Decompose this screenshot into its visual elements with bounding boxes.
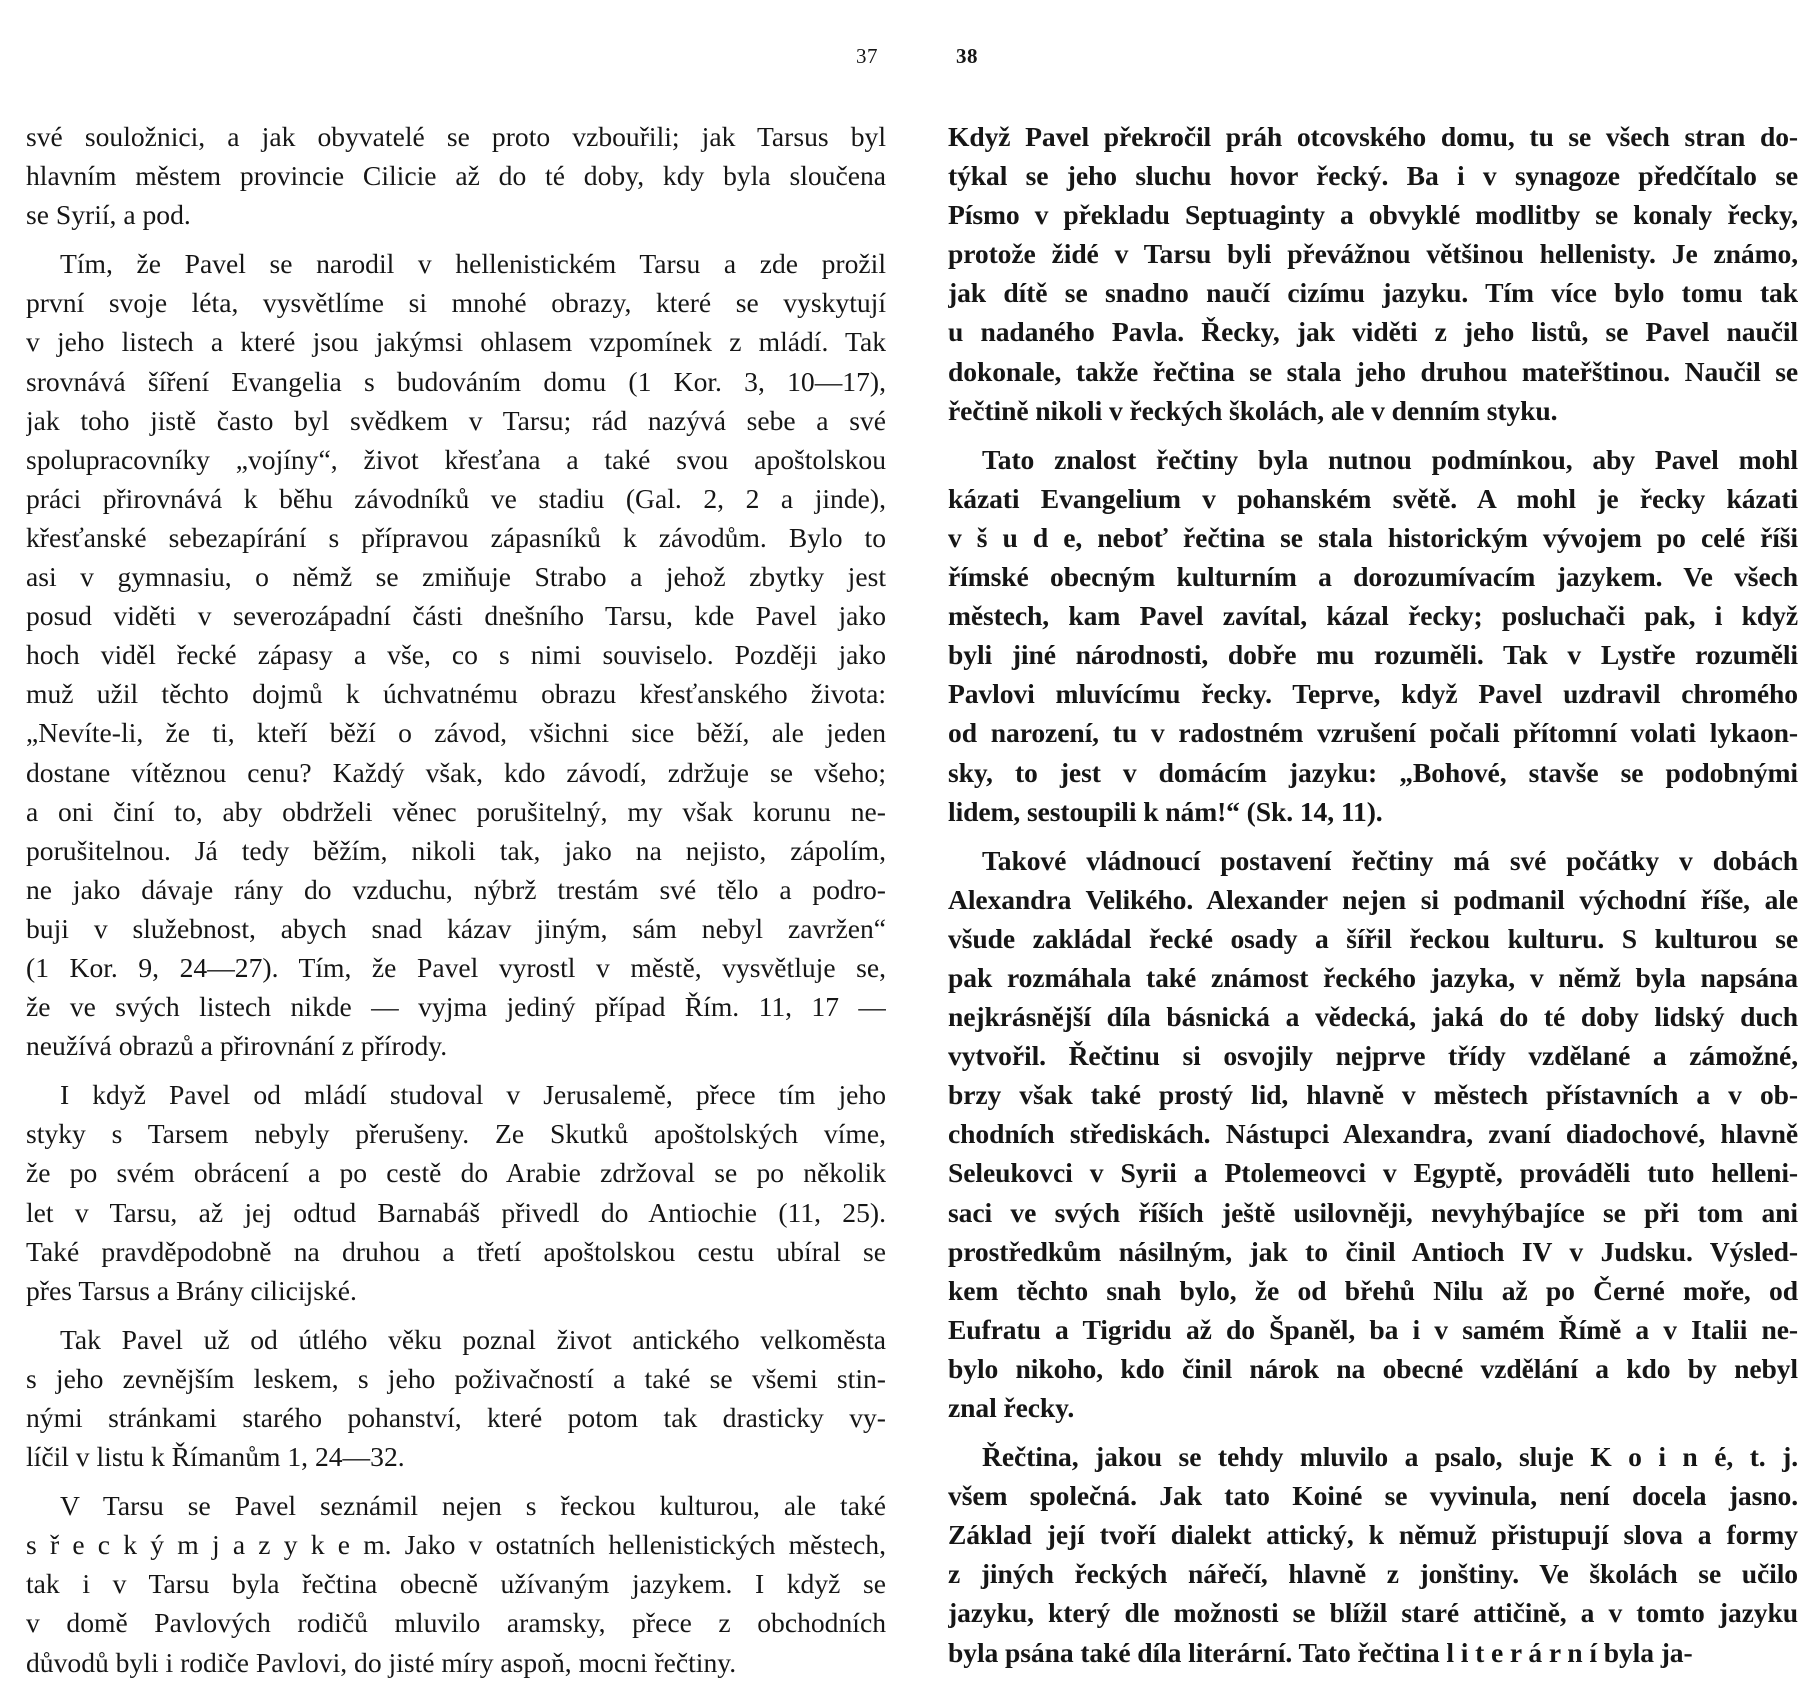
text-line: všem společná. Jak tato Koiné se vyvinula, není docela jasno. <box>948 1480 1798 1512</box>
text-line: muž užil těchto dojmů k úchvatnému obrazu křesťanského života: <box>26 678 886 710</box>
text-line: lidem, sestoupili k nám!“ (Sk. 14, 11). <box>948 795 1383 827</box>
text-line: z jiných řeckých nářečí, hlavně z jonštiny. Ve školách se učilo <box>948 1558 1798 1590</box>
paragraph <box>26 244 886 1065</box>
text-line: že po svém obrácení a po cestě do Arabie zdržoval se po několik <box>26 1157 886 1189</box>
text-line: Tak Pavel už od útlého věku poznal život antického velkoměsta <box>60 1323 886 1355</box>
left-page-number: 37 <box>856 44 878 68</box>
text-line: dostane vítěznou cenu? Každý však, kdo závodí, zdržuje se všeho; <box>26 756 886 788</box>
text-line: jazyku, který dle možnosti se blížil staré attičině, a v tomto jazyku <box>948 1597 1798 1629</box>
paragraph <box>26 1320 886 1476</box>
paragraph-gap <box>948 1427 1798 1437</box>
text-line: protože židé v Tarsu byli převážnou většinou hellenisty. Je známo, <box>948 238 1798 270</box>
text-line: spolupracovníky „vojíny“, život křesťana a také svou apoštolskou <box>26 443 886 475</box>
left-page-text <box>26 117 886 1682</box>
paragraph <box>948 440 1798 831</box>
paragraph <box>948 1437 1798 1672</box>
text-line: od narození, tu v radostném vzrušení počali přítomní volati lykaon- <box>948 717 1798 749</box>
text-line: že ve svých listech nikde — vyjma jediný případ Řím. 11, 17 — <box>26 991 886 1023</box>
text-line: přes Tarsus a Brány cilicijské. <box>26 1274 357 1306</box>
text-line: pak rozmáhala také známost řeckého jazyka, v němž byla napsána <box>948 961 1798 993</box>
text-line: srovnává šíření Evangelia s budováním domu (1 Kor. 3, 10—17), <box>26 365 886 397</box>
paragraph-gap <box>26 234 886 244</box>
text-line: Základ její tvoří dialekt attický, k němuž přistupují slova a formy <box>948 1519 1798 1551</box>
text-line: u nadaného Pavla. Řecky, jak viděti z jeho listů, se Pavel naučil <box>948 316 1798 348</box>
text-line: v domě Pavlových rodičů mluvilo aramsky, přece z obchodních <box>26 1607 886 1639</box>
right-page-number: 38 <box>956 44 978 68</box>
text-line: bylo nikoho, kdo činil nárok na obecné vzdělání a kdo by nebyl <box>948 1352 1798 1384</box>
text-line: v jeho listech a které jsou jakýmsi ohlasem vzpomínek z mládí. Tak <box>26 326 886 358</box>
text-line: s ř e c k ý m j a z y k e m. Jako v ostatních hellenistických městech, <box>26 1529 886 1561</box>
paragraph-gap <box>948 831 1798 841</box>
text-line: se Syrií, a pod. <box>26 199 191 231</box>
text-line: „Nevíte-li, že ti, kteří běží o závod, všichni sice běží, ale jeden <box>26 717 886 749</box>
text-line: nými stránkami starého pohanství, které potom tak drasticky vy- <box>26 1402 886 1433</box>
text-line: posud viděti v severozápadní části dnešního Tarsu, kde Pavel jako <box>26 600 886 632</box>
text-line: dokonale, takže řečtina se stala jeho druhou mateřštinou. Naučil se <box>948 355 1798 387</box>
text-line: Také pravděpodobně na druhou a třetí apoštolskou cestu ubíral se <box>26 1235 886 1267</box>
text-line: a oni činí to, aby obdrželi věnec porušitelný, my však korunu ne- <box>26 795 886 827</box>
paragraph-gap <box>948 430 1798 440</box>
text-line: asi v gymnasiu, o němž se zmiňuje Strabo a jehož zbytky jest <box>26 561 886 593</box>
text-line: Eufratu a Tigridu až do Španěl, ba i v samém Římě a v Italii ne- <box>948 1313 1798 1345</box>
text-line: vytvořil. Řečtinu si osvojily nejprve třídy vzdělané a zámožné, <box>948 1040 1798 1072</box>
paragraph <box>26 1486 886 1681</box>
paragraph-gap <box>26 1476 886 1486</box>
text-line: Tato znalost řečtiny byla nutnou podmínkou, aby Pavel mohl <box>982 443 1798 475</box>
paragraph <box>948 841 1798 1427</box>
paragraph-gap <box>26 1065 886 1075</box>
text-line: s jeho zevnějším leskem, s jeho poživačností a také se všemi stin- <box>26 1362 886 1394</box>
text-line: V Tarsu se Pavel seznámil nejen s řeckou kulturou, ale také <box>60 1490 886 1522</box>
text-line: neužívá obrazů a přirovnání z přírody. <box>26 1030 448 1062</box>
text-line: jak toho jistě často byl svědkem v Tarsu; rád nazývá sebe a své <box>26 404 886 436</box>
text-line: jak dítě se snadno naučí cizímu jazyku. Tím více bylo tomu tak <box>948 277 1798 309</box>
text-line: I když Pavel od mládí studoval v Jerusalemě, přece tím jeho <box>60 1079 886 1111</box>
text-line: důvodů byli i rodiče Pavlovi, do jisté míry aspoň, mocni řečtiny. <box>26 1646 737 1678</box>
text-line: saci ve svých říších ještě usilovněji, nevyhýbajíce se při tom ani <box>948 1196 1798 1228</box>
text-line: své souložnici, a jak obyvatelé se proto vzbouřili; jak Tarsus byl <box>26 121 886 152</box>
text-line: byli jiné národnosti, dobře mu rozuměli. Tak v Lystře rozuměli <box>948 639 1798 671</box>
text-line: prostředkům násilným, jak to činil Antioch IV v Judsku. Výsled- <box>948 1235 1798 1267</box>
left-page <box>26 0 886 1678</box>
text-line: chodních střediskách. Nástupci Alexandra, zvaní diadochové, hlavně <box>948 1118 1798 1150</box>
text-line: práci přirovnává k běhu závodníků ve stadiu (Gal. 2, 2 a jinde), <box>26 482 886 514</box>
text-line: sky, to jest v domácím jazyku: „Bohové, stavše se podobnými <box>948 756 1798 788</box>
text-line: (1 Kor. 9, 24—27). Tím, že Pavel vyrostl v městě, vysvětluje se, <box>26 951 886 983</box>
text-line: městech, kam Pavel zavítal, kázal řecky; posluchači pak, i když <box>948 600 1798 632</box>
right-page-text <box>948 117 1798 1672</box>
text-line: líčil v listu k Římanům 1, 24—32. <box>26 1441 405 1473</box>
text-line: Když Pavel překročil práh otcovského domu, tu se všech stran do- <box>948 121 1798 152</box>
text-line: Pavlovi mluvícímu řecky. Teprve, když Pavel uzdravil chromého <box>948 678 1798 710</box>
text-line: kázati Evangelium v pohanském světě. A mohl je řecky kázati <box>948 482 1798 514</box>
right-page <box>948 0 1798 1668</box>
text-line: tak i v Tarsu byla řečtina obecně užívaným jazykem. I když se <box>26 1568 886 1600</box>
text-line: v š u d e, neboť řečtina se stala historickým vývojem po celé říši <box>948 521 1798 553</box>
text-line: porušitelnou. Já tedy běžím, nikoli tak, jako na nejisto, zápolím, <box>26 834 886 866</box>
text-line: styky s Tarsem nebyly přerušeny. Ze Skutků apoštolských víme, <box>26 1118 886 1150</box>
text-line: Tím, že Pavel se narodil v hellenistickém Tarsu a zde prožil <box>60 248 886 280</box>
text-line: římské obecným kulturním a dorozumívacím jazykem. Ve všech <box>948 561 1798 593</box>
paragraph-gap <box>26 1310 886 1320</box>
text-line: Písmo v překladu Septuaginty a obvyklé modlitby se konaly řecky, <box>948 199 1798 231</box>
text-line: hoch viděl řecké zápasy a vše, co s nimi souviselo. Později jako <box>26 639 886 671</box>
paragraph <box>26 117 886 234</box>
text-line: Takové vládnoucí postavení řečtiny má své počátky v dobách <box>982 844 1798 876</box>
text-line: brzy však také prostý lid, hlavně v městech přístavních a v ob- <box>948 1079 1798 1111</box>
text-line: Alexandra Velikého. Alexander nejen si podmanil východní říše, ale <box>948 883 1798 915</box>
text-line: hlavním městem provincie Cilicie až do té doby, kdy byla sloučena <box>26 160 886 192</box>
text-line: první svoje léta, vysvětlíme si mnohé obrazy, které se vyskytují <box>26 287 886 319</box>
text-line: týkal se jeho sluchu hovor řecký. Ba i v synagoze předčítalo se <box>948 160 1798 192</box>
text-line: Seleukovci v Syrii a Ptolemeovci v Egyptě, prováděli tuto helleni- <box>948 1157 1798 1189</box>
text-line: řečtině nikoli v řeckých školách, ale v denním styku. <box>948 394 1558 426</box>
text-line: všude zakládal řecké osady a šířil řeckou kulturu. S kulturou se <box>948 922 1798 954</box>
text-line: Řečtina, jakou se tehdy mluvilo a psalo, sluje K o i n é, t. j. <box>982 1441 1798 1473</box>
text-line: křesťanské sebezapírání s přípravou zápasníků k závodům. Bylo to <box>26 521 886 553</box>
text-line: znal řecky. <box>948 1392 1075 1423</box>
text-line: let v Tarsu, až jej odtud Barnabáš přivedl do Antiochie (11, 25). <box>26 1196 886 1228</box>
paragraph <box>26 1075 886 1310</box>
text-line: ne jako dávaje rány do vzduchu, nýbrž trestám své tělo a podro- <box>26 873 886 905</box>
paragraph <box>948 117 1798 430</box>
text-line: kem těchto snah bylo, že od břehů Nilu až po Černé moře, od <box>948 1274 1798 1306</box>
text-line: nejkrásnější díla básnická a vědecká, jaká do té doby lidský duch <box>948 1001 1798 1033</box>
text-line: buji v služebnost, abych snad kázav jiným, sám nebyl zavržen“ <box>26 912 886 944</box>
text-line: byla psána také díla literární. Tato řečtina l i t e r á r n í byla ja- <box>948 1636 1693 1668</box>
